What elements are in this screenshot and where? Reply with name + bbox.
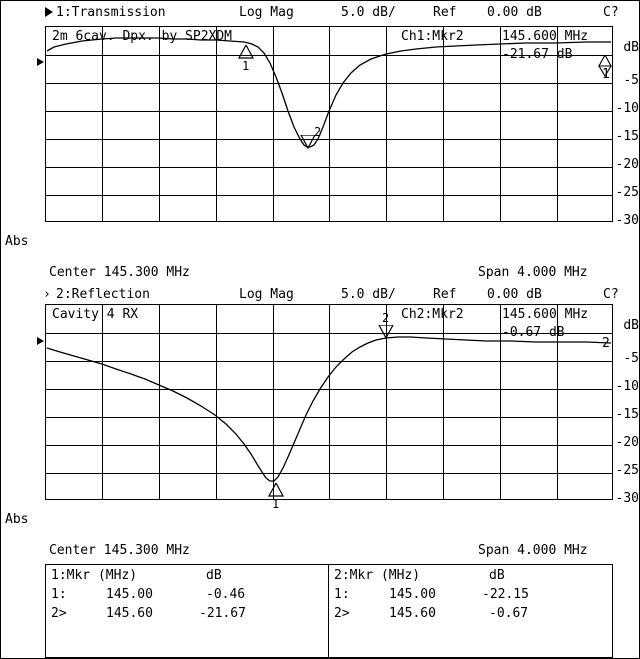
channel2-marker2-label: 2 [382, 311, 390, 325]
channel2-cal-status: C? [603, 287, 619, 302]
marker-table-right-row2-freq: 145.60 [389, 606, 436, 621]
channel2-ref-value[interactable]: 0.00 dB [487, 287, 542, 302]
channel1-trace-label[interactable]: 1:Transmission [56, 5, 166, 20]
channel2-ylabel-6: -30 [615, 491, 639, 506]
channel1-marker1-label: 1 [242, 59, 250, 73]
marker-table-right-title: 2:Mkr (MHz) [334, 568, 421, 583]
channel2-ylabel-3: -15 [615, 407, 639, 422]
channel1-marker-readout-value: -21.67 dB [502, 47, 573, 62]
marker-table-right-row1-value: -22.15 [482, 587, 529, 602]
channel1-abs-label: Abs [5, 234, 29, 249]
channel2-marker-readout-freq: 145.600 MHz [502, 307, 589, 322]
channel1-trace-number: 1 [602, 67, 610, 82]
channel1-marker1-icon[interactable] [238, 45, 254, 59]
marker-table-right-row2-value: -0.67 [489, 606, 529, 621]
marker-table-right-row1-freq: 145.00 [389, 587, 436, 602]
marker-table-right-row2-tag: 2> [334, 606, 350, 621]
marker-table-left [45, 564, 329, 658]
channel2-format[interactable]: Log Mag [239, 287, 294, 302]
marker-table-left-row2-tag: 2> [51, 606, 67, 621]
channel1-marker2-label: 2 [314, 125, 322, 139]
channel1-ref-value[interactable]: 0.00 dB [487, 5, 542, 20]
channel2-title[interactable]: Cavity 4 RX [52, 307, 139, 322]
channel1-title[interactable]: 2m 6cav. Dpx. by SP2XDM [52, 29, 233, 44]
marker-table-left-title: 1:Mkr (MHz) [51, 568, 138, 583]
channel1-marker-readout-freq: 145.600 MHz [502, 29, 589, 44]
channel2-marker1-label: 1 [272, 497, 280, 511]
active-channel-arrow-icon [45, 7, 53, 17]
channel2-ref-label: Ref [433, 287, 457, 302]
marker-table-left-row2-value: -21.67 [199, 606, 246, 621]
channel2-trace-number: 2 [602, 336, 610, 351]
channel2-abs-label: Abs [5, 512, 29, 527]
channel2-ylabel-5: -25 [615, 463, 639, 478]
channel1-center-label[interactable]: Center 145.300 MHz [49, 265, 190, 280]
channel2-span-label[interactable]: Span 4.000 MHz [478, 543, 588, 558]
marker-table-left-value-header: dB [206, 568, 222, 583]
marker-table-right [328, 564, 613, 658]
channel2-marker-readout-channel: Ch2:Mkr2 [401, 307, 464, 322]
channel1-ylabel-0: dB [623, 40, 639, 55]
channel1-ref-arrow-icon [37, 58, 44, 66]
marker-table-left-row1-freq: 145.00 [106, 587, 153, 602]
channel2-ylabel-4: -20 [615, 435, 639, 450]
channel1-header [1, 4, 639, 22]
channel2-ylabel-1: -5 [623, 351, 639, 366]
channel2-marker1-icon[interactable] [268, 483, 284, 497]
marker-table-left-row2-freq: 145.60 [106, 606, 153, 621]
marker-table-right-value-header: dB [489, 568, 505, 583]
channel2-marker2-icon[interactable] [378, 325, 394, 339]
channel2-center-label[interactable]: Center 145.300 MHz [49, 543, 190, 558]
channel1-marker-readout-channel: Ch1:Mkr2 [401, 29, 464, 44]
channel2-trace-label[interactable]: 2:Reflection [56, 287, 150, 302]
channel2-ylabel-2: -10 [615, 379, 639, 394]
channel2-scale[interactable]: 5.0 dB/ [341, 287, 396, 302]
channel1-format[interactable]: Log Mag [239, 5, 294, 20]
channel1-graticule [45, 26, 613, 222]
channel1-cal-status: C? [603, 5, 619, 20]
channel2-ylabel-0: dB [623, 318, 639, 333]
inactive-channel-arrow-icon: › [43, 287, 51, 302]
channel2-marker-readout-value: -0.67 dB [502, 325, 565, 340]
marker-table-left-row1-tag: 1: [51, 587, 67, 602]
channel1-span-label[interactable]: Span 4.000 MHz [478, 265, 588, 280]
channel1-ylabel-1: -5 [623, 73, 639, 88]
channel1-ylabel-3: -15 [615, 129, 639, 144]
marker-table-left-row1-value: -0.46 [206, 587, 246, 602]
marker-table-right-row1-tag: 1: [334, 587, 350, 602]
channel2-ref-arrow-icon [37, 337, 44, 345]
channel2-graticule [45, 304, 613, 511]
channel1-ylabel-2: -10 [615, 101, 639, 116]
channel1-ref-label: Ref [433, 5, 457, 20]
channel1-ylabel-4: -20 [615, 157, 639, 172]
channel2-header [1, 286, 639, 304]
channel1-ylabel-5: -25 [615, 185, 639, 200]
channel1-scale[interactable]: 5.0 dB/ [341, 5, 396, 20]
channel1-ylabel-6: -30 [615, 213, 639, 228]
